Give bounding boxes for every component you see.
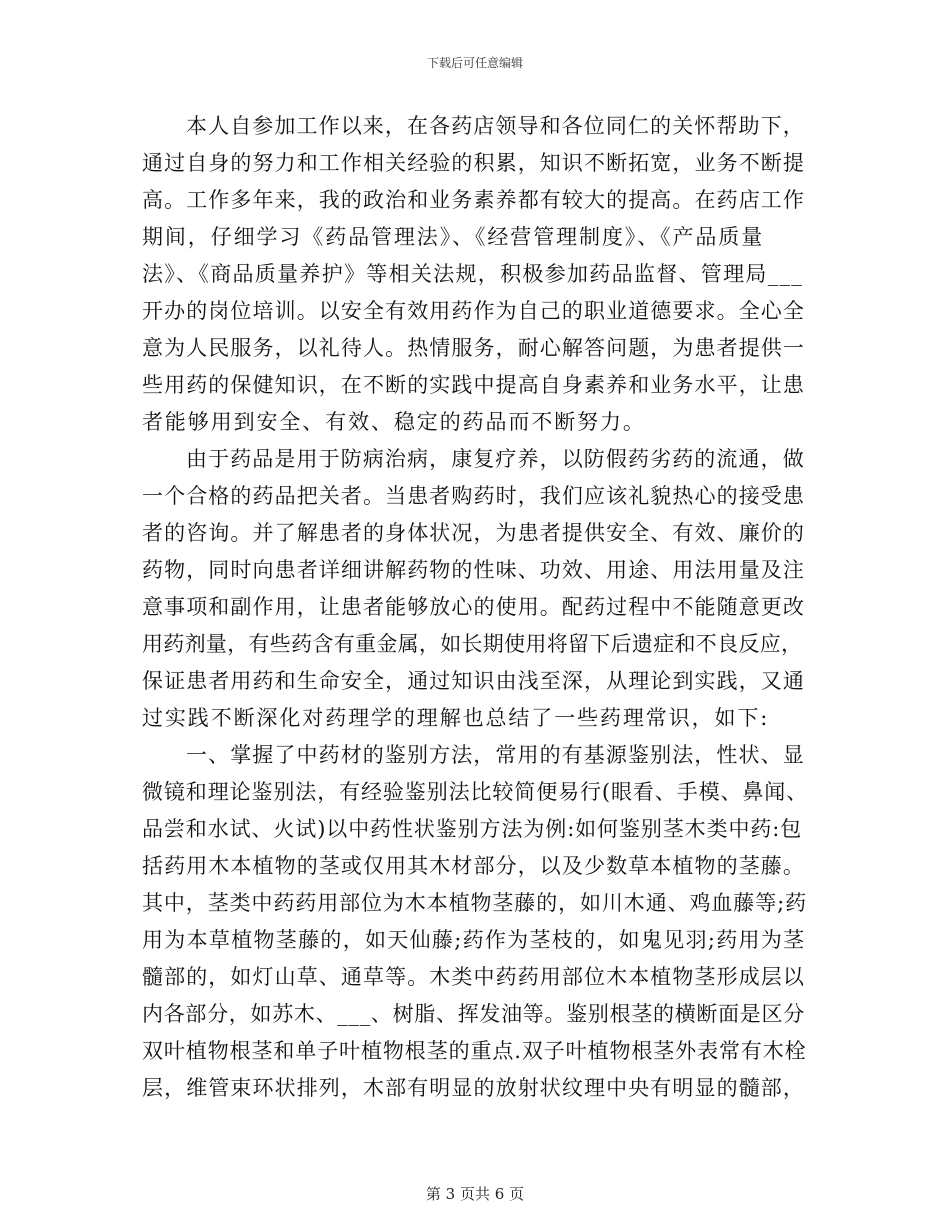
paragraph-line: 药物，同时向患者详细讲解药物的性味、功效、用途、用法用量及注 xyxy=(142,558,805,582)
paragraph-line: 高。工作多年来，我的政治和业务素养都有较大的提高。在药店工作 xyxy=(142,188,805,212)
paragraph-line: 通过自身的努力和工作相关经验的积累，知识不断拓宽，业务不断提 xyxy=(142,151,805,175)
paragraph-line: 些用药的保健知识，在不断的实践中提高自身素养和业务水平，让患 xyxy=(142,373,805,397)
paragraph-line: 品尝和水试、火试)以中药性状鉴别方法为例:如何鉴别茎木类中药:包 xyxy=(142,817,803,841)
paragraph-line: 者的咨询。并了解患者的身体状况，为患者提供安全、有效、廉价的 xyxy=(142,521,805,545)
paragraph-line: 由于药品是用于防病治病，康复疗养，以防假药劣药的流通，做 xyxy=(186,447,805,471)
paragraph-line: 意事项和副作用，让患者能够放心的使用。配药过程中不能随意更改 xyxy=(142,595,805,619)
paragraph-line: 过实践不断深化对药理学的理解也总结了一些药理常识，如下: xyxy=(142,706,770,730)
page-number-footer: 第 3 页共 6 页 xyxy=(425,1185,525,1203)
paragraph-line: 用药剂量，有些药含有重金属，如长期使用将留下后遗症和不良反应， xyxy=(142,632,803,656)
paragraph-line: 其中，茎类中药药用部位为木本植物茎藤的，如川木通、鸡血藤等;药 xyxy=(142,891,807,915)
paragraph-line: 期间，仔细学习《药品管理法》、《经营管理制度》、《产品质量 xyxy=(142,225,765,249)
document-body xyxy=(142,108,808,1107)
paragraph-line: 一、掌握了中药材的鉴别方法，常用的有基源鉴别法，性状、显 xyxy=(186,743,805,767)
paragraph-line: 本人自参加工作以来，在各药店领导和各位同仁的关怀帮助下， xyxy=(186,114,805,138)
paragraph-line: 括药用木本植物的茎或仅用其木材部分，以及少数草本植物的茎藤。 xyxy=(142,854,805,878)
paragraph-line: 一个合格的药品把关者。当患者购药时，我们应该礼貌热心的接受患 xyxy=(142,484,805,508)
paragraph-line: 意为人民服务，以礼待人。热情服务，耐心解答问题，为患者提供一 xyxy=(142,336,805,360)
paragraph-line: 用为本草植物茎藤的，如天仙藤;药作为茎枝的，如鬼见羽;药用为茎 xyxy=(142,928,806,952)
paragraph-line: 法》、《商品质量养护》等相关法规，积极参加药品监督、管理局___ xyxy=(142,262,804,286)
paragraph-line: 开办的岗位培训。以安全有效用药作为自己的职业道德要求。全心全 xyxy=(142,299,805,323)
paragraph-line: 者能够用到安全、有效、稳定的药品而不断努力。 xyxy=(142,410,646,434)
paragraph-2 xyxy=(142,441,808,737)
page-header: 下载后可任意编辑 xyxy=(426,56,523,70)
paragraph-line: 层，维管束环状排列，木部有明显的放射状纹理中央有明显的髓部， xyxy=(142,1076,805,1100)
paragraph-3 xyxy=(142,737,808,1107)
paragraph-line: 微镜和理论鉴别法，有经验鉴别法比较简便易行(眼看、手模、鼻闻、 xyxy=(142,780,809,804)
paragraph-line: 保证患者用药和生命安全，通过知识由浅至深，从理论到实践，又通 xyxy=(142,669,805,693)
paragraph-1 xyxy=(142,108,808,441)
paragraph-line: 内各部分，如苏木、___、树脂、挥发油等。鉴别根茎的横断面是区分 xyxy=(142,1002,805,1026)
paragraph-line: 双叶植物根茎和单子叶植物根茎的重点.双子叶植物根茎外表常有木栓 xyxy=(142,1039,807,1063)
paragraph-line: 髓部的，如灯山草、通草等。木类中药药用部位木本植物茎形成层以 xyxy=(142,965,805,989)
